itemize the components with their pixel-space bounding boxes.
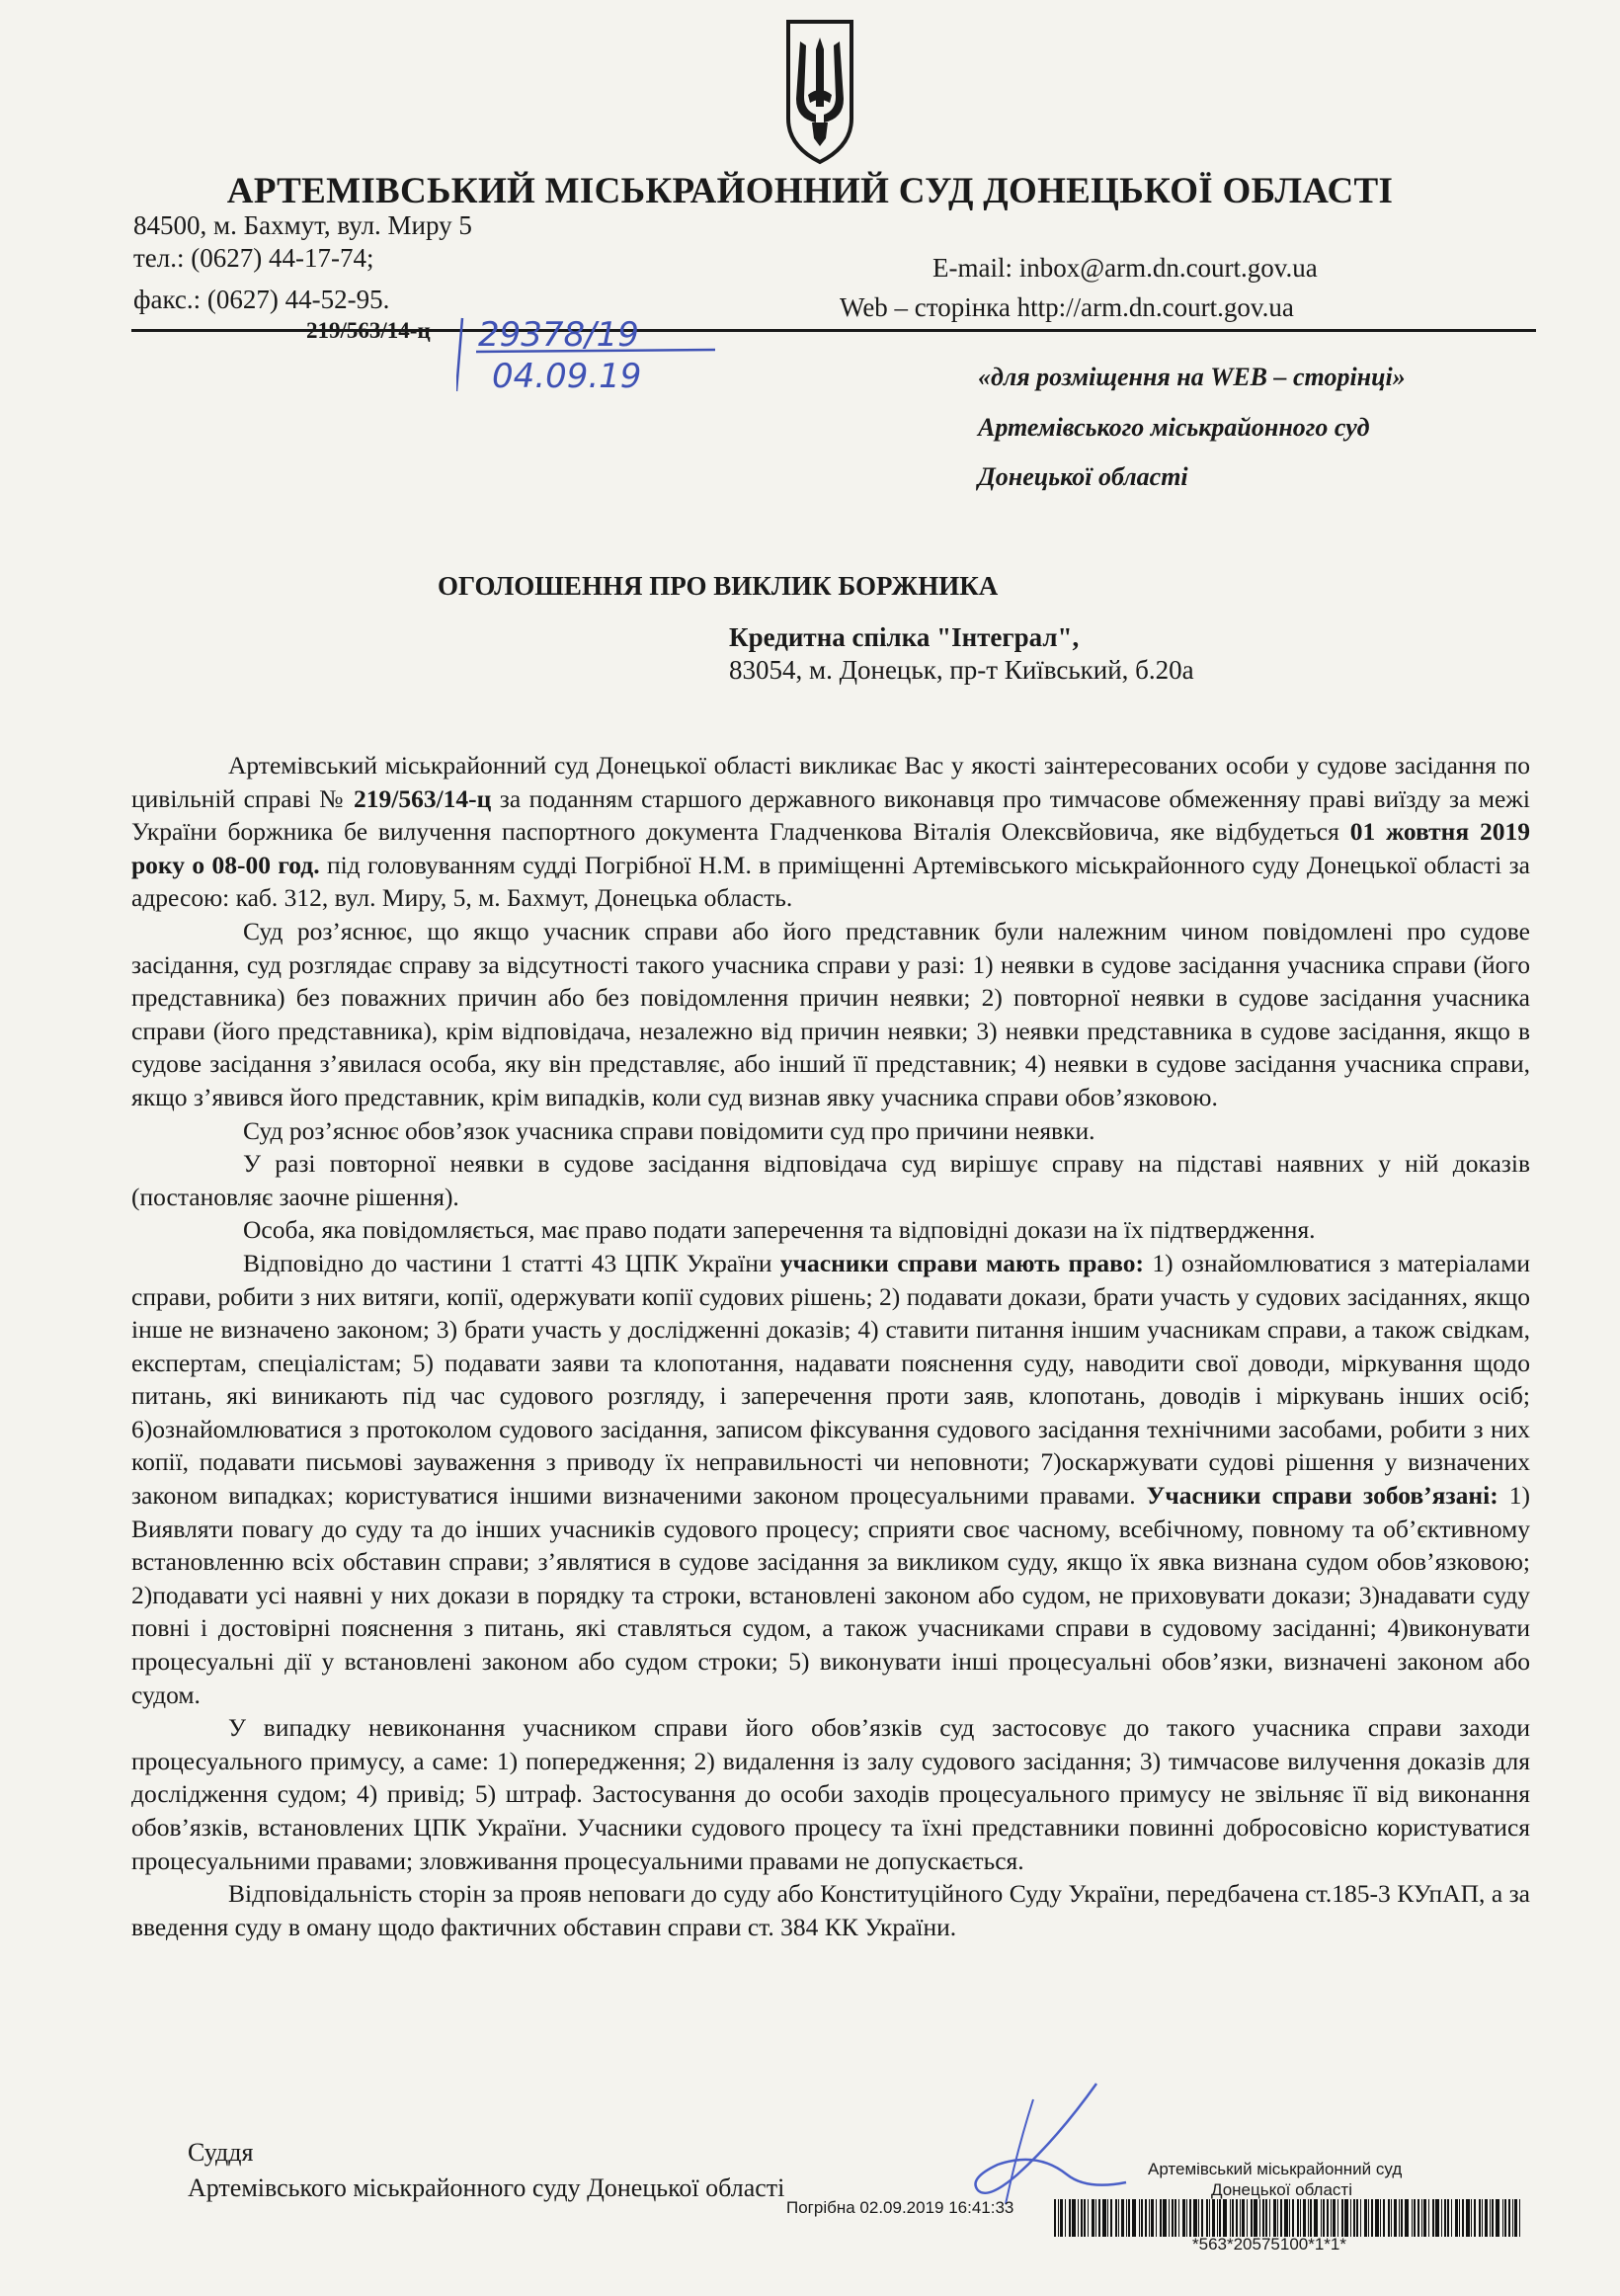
addressee-name: Кредитна спілка "Інтеграл", bbox=[729, 622, 1080, 652]
notice-title: ОГОЛОШЕННЯ ПРО ВИКЛИК БОРЖНИКА bbox=[438, 571, 999, 601]
hearing-date: 01 жовтня 2019 року о 08-00 год. bbox=[131, 817, 1531, 879]
court-phone: тел.: (0627) 44-17-74; bbox=[133, 243, 374, 273]
web-note-line: «для розміщення на WEB – сторінці» bbox=[978, 363, 1406, 391]
body-paragraph: Артемівський міськрайонний суд Донецької області викликає Вас у якості заінтересованих особи у судове засідання по цивільній справі № 219/563/14-ц за поданням старшого державного виконавця про тимчасове обмеженняу праві виїзду за межі України боржника бе вилучення паспортного документа Гладченкова Віталія Олексвйовича, яке відбудеться 01 жовтня 2019 року о 08-00 год. під головуванням судді Погрібної Н.М. в приміщенні Артемівського міськрайонного суду Донецької області за адресою: каб. 312, вул. Миру, 5, м. Бахмут, Донецька область. bbox=[131, 751, 1531, 913]
duties-heading: Учасники справи зобов’язані: bbox=[1146, 1481, 1498, 1511]
barcode bbox=[1052, 2199, 1526, 2239]
rights-heading: учасники справи мають право: bbox=[779, 1248, 1145, 1277]
web-note-line: Донецької області bbox=[978, 462, 1188, 491]
body-paragraph: Суд роз’яснює, що якщо учасник справи або його представник були належним чином повідомлені про судове засідання, суд розглядає справу за відсутності такого учасника справи у разі: 1) неявки в судове засідання учасника справи (його представника) без поважних причин або без повідомлення причин неявки; 2) повторної неявки в судове засідання учасника справи (його представника), крім відповідача, незалежно від причин неявки; 3) неявки представника в судове засідання, якщо в судове засідання з’явилася особа, яку він представляє, або інший її представник; 4) неявки в судове засідання учасника справи, якщо з’явився його представник, крім випадків, коли суд визнав явку учасника справи обов’язковою. bbox=[131, 916, 1530, 1111]
judge-signature bbox=[948, 2080, 1131, 2213]
stamp-signer-timestamp: Погрібна 02.09.2019 16:41:33 bbox=[786, 2198, 1014, 2217]
stamp-court-line: Артемівський міськрайонний суд bbox=[1148, 2160, 1403, 2178]
body-paragraph: У разі повторної неявки в судове засідання відповідача суд вирішує справу на підставі наявних у ній доказів (постановляє заочне рішення). bbox=[131, 1149, 1530, 1211]
court-fax: факс.: (0627) 44-52-95. bbox=[133, 285, 390, 314]
body-paragraph: Відповідно до частини 1 статті 43 ЦПК України учасники справи мають право: 1) ознайомлюватися з матеріалами справи, робити з них витяги, копії, одержувати копії судових рішень; 2) подавати докази, брати участь у судових засіданнях, якщо інше не визначено законом; 3) брати участь у дослідженні доказів; 4) ставити питання іншим учасникам справи, а також свідкам, експертам, спеціалістам; 5) подавати заяви та клопотання, надавати пояснення суду, наводити свої доводи, міркування щодо питань, які виникають під час судового розгляду, і заперечення проти заяв, клопотань, доводів і міркувань інших осіб; 6)ознайомлюватися з протоколом судового засідання, записом фіксування судового засідання технічними засобами, робити з них копії, подавати письмові зауваження з приводу їх неправильності чи неповноти; 7)оскаржувати судові рішення у визначених законом випадках; користуватися іншими визначеними законом процесуальними правами. Учасники справи зобов’язані: 1) Виявляти повагу до суду та до інших учасників судового процесу; сприяти своє часному, всебічному, повному та об’єктивному встановленню всіх обставин справи; з’являтися в судове засідання за викликом суду, якщо їх явка визнана судом обов’язковою; 2)подавати усі наявні у них докази в порядку та строки, встановлені законом або судом, не приховувати докази; 3)надавати суду повні і достовірні пояснення з питань, які ставляться судом, а також учасниками справи в судовому засіданні; 4)виконувати процесуальні дії у встановлені законом або судом строки; 5) виконувати інші процесуальні обов’язки, визначені законом або судом. bbox=[131, 1248, 1530, 1709]
court-title: АРТЕМІВСЬКИЙ МІСЬКРАЙОННИЙ СУД ДОНЕЦЬКОЇ ОБЛАСТІ bbox=[226, 171, 1394, 211]
coat-of-arms-icon bbox=[780, 16, 859, 166]
court-address: 84500, м. Бахмут, вул. Миру 5 bbox=[133, 210, 472, 240]
body-paragraph: Відповідальність сторін за прояв неповаги до суду або Конституційного Суду України, передбачена ст.185-3 КУпАП, а за введення суду в оману щодо фактичних обставин справи ст. 384 КК України. bbox=[131, 1879, 1530, 1941]
case-number-inline: 219/563/14-ц bbox=[353, 783, 492, 813]
barcode-text: *563*20575100*1*1* bbox=[1192, 2235, 1346, 2254]
addressee-address: 83054, м. Донецьк, пр-т Київський, б.20а bbox=[729, 655, 1194, 685]
notice-body bbox=[131, 749, 1530, 1943]
judge-organization: Артемівського міськрайонного суду Донецької області bbox=[188, 2173, 785, 2202]
web-note-line: Артемівського міськрайонного суд bbox=[978, 413, 1370, 442]
court-email: E-mail: inbox@arm.dn.court.gov.ua bbox=[932, 253, 1318, 283]
handwritten-registration bbox=[456, 308, 723, 395]
body-paragraph: У випадку невиконання учасником справи його обов’язків суд застосовує до такого учасника справи заходи процесуального примусу, а саме: 1) попередження; 2) видалення із залу судового засідання; 3) тимчасове вилучення доказів для дослідження судом; 4) привід; 5) штраф. Застосування до особи заходів процесуального примусу не звільняє її від виконання обов’язків, встановлених ЦПК України. Учасники судового процесу та їхні представники повинні добросовісно користуватися процесуальними правами; зловживання процесуальними правами не допускається. bbox=[131, 1713, 1530, 1875]
handwritten-date: 04.09.19 bbox=[492, 357, 642, 395]
judge-role: Суддя bbox=[188, 2138, 254, 2167]
court-website: Web – сторінка http://arm.dn.court.gov.ua bbox=[840, 292, 1294, 322]
body-paragraph: Суд роз’яснює обов’язок учасника справи повідомити суд про причини неявки. bbox=[243, 1115, 1095, 1145]
body-paragraph: Особа, яка повідомляється, має право подати заперечення та відповідні докази на їх підтвердження. bbox=[243, 1215, 1316, 1245]
case-number: 219/563/14-ц bbox=[306, 318, 431, 343]
stamp-court-line: Донецької області bbox=[1211, 2180, 1352, 2199]
handwritten-number: 29378/19 bbox=[478, 315, 639, 355]
